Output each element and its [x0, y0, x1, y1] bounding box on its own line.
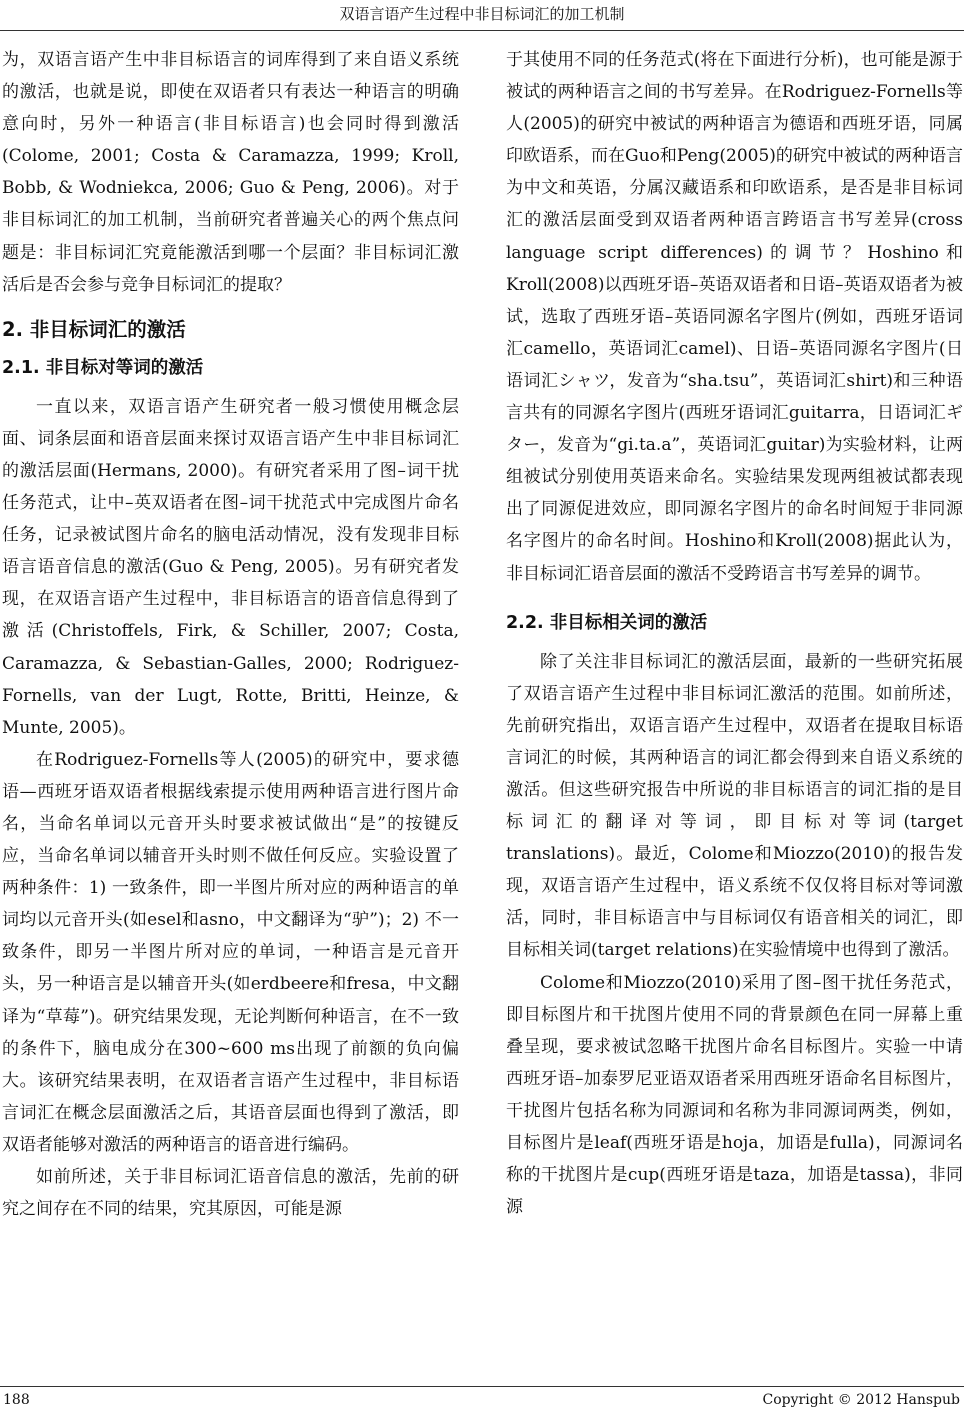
- paragraph: 为，双语言语产生中非目标语言的词库得到了来自语义系统的激活，也就是说，即使在双语者只有表达一种语言的明确意向时，另外一种语言(非目标语言)也会同时得到激活(Colome, 2001; Costa & Caramazza, 1999; Kroll, Bobb, & Wodniekca, 2006; Guo & Peng, 2006)。对于非目标词汇的加工机制，当前研究者普遍关心的两个焦点问题是：非目标词汇究竟能激活到哪一个层面？非目标词汇激活后是否会参与竞争目标词汇的提取？: [2, 50, 459, 295]
- section-heading: 2. 非目标词汇的激活: [2, 317, 186, 341]
- paragraph: Colome和Miozzo(2010)采用了图–图干扰任务范式，即目标图片和干扰图片使用不同的背景颜色在同一屏幕上重叠呈现，要求被试忽略干扰图片命名目标图片。实验一中请西班牙语–加泰罗尼亚语双语者采用西班牙语命名目标图片，干扰图片包括名称为同源词和名称为非同源词两类，例如，目标图片是leaf(西班牙语是hoja，加语是fulla)，同源词名称的干扰图片是cup(西班牙语是taza，加语是tassa)，非同源: [506, 972, 963, 1218]
- left-column: [2, 44, 459, 1225]
- paragraph: 如前所述，关于非目标词汇语音信息的激活，先前的研究之间存在不同的结果，究其原因，可能是源: [2, 1167, 459, 1220]
- footer-rule: [0, 1386, 964, 1387]
- subsection-heading: 2.2. 非目标相关词的激活: [506, 612, 708, 633]
- right-column: [506, 44, 963, 1223]
- paragraph: 于其使用不同的任务范式(将在下面进行分析)，也可能是源于被试的两种语言之间的书写差异。在Rodriguez-Fornells等人(2005)的研究中被试的两种语言为德语和西班牙语，同属印欧语系，而在Guo和Peng(2005)的研究中被试的两种语言为中文和英语，分属汉藏语系和印欧语系，是否是非目标词汇的激活层面受到双语者两种语言跨语言书写差异(cross language script differences)的调节？Hoshino和Kroll(2008)以西班牙语–英语双语者和日语–英语双语者为被试，选取了西班牙语–英语同源名字图片(例如，西班牙语词汇camello，英语词汇camel)、日语–英语同源名字图片(日语词汇シャツ，发音为“sha.tsu”，英语词汇shirt)和三种语言共有的同源名字图片(西班牙语词汇guitarra，日语词汇ギター，发音为“gi.ta.a”，英语词汇guitar)为实验材料，让两组被试分别使用英语来命名。实验结果发现两组被试都表现出了同源促进效应，即同源名字图片的命名时间短于非同源名字图片的命名时间。Hoshino和Kroll(2008)据此认为，非目标词汇语音层面的激活不受跨语言书写差异的调节。: [506, 50, 963, 584]
- copyright-notice: Copyright © 2012 Hanspub: [762, 1392, 960, 1408]
- paragraph: 一直以来，双语言语产生研究者一般习惯使用概念层面、词条层面和语音层面来探讨双语言语产生中非目标词汇的激活层面(Hermans, 2000)。有研究者采用了图–词干扰任务范式，让中–英双语者在图–词干扰范式中完成图片命名任务，记录被试图片命名的脑电活动情况，没有发现非目标语言语音信息的激活(Guo & Peng, 2005)。另有研究者发现，在双语言语产生过程中，非目标语言的语音信息得到了激活(Christoffels, Firk, & Schiller, 2007; Costa, Caramazza, & Sebastian-Galles, 2000; Rodriguez-Fornells, van der Lugt, Rotte, Britti, Heinze, & Munte, 2005)。: [2, 396, 459, 738]
- paragraph: 除了关注非目标词汇的激活层面，最新的一些研究拓展了双语言语产生过程中非目标词汇激活的范围。如前所述，先前研究指出，双语言语产生过程中，双语者在提取目标语言词汇的时候，其两种语言的词汇都会得到来自语义系统的激活。但这些研究报告中所说的非目标语言的词汇指的是目标词汇的翻译对等词，即目标对等词(target translations)。最近，Colome和Miozzo(2010)的报告发现，双语言语产生过程中，语义系统不仅仅将目标对等词激活，同时，非目标语言中与目标词仅有语音相关的词汇，即目标相关词(target relations)在实验情境中也得到了激活。: [506, 651, 963, 961]
- paragraph: 在Rodriguez-Fornells等人(2005)的研究中，要求德语—西班牙语双语者根据线索提示使用两种语言进行图片命名，当命名单词以元音开头时要求被试做出“是”的按键反应，当命名单词以辅音开头时则不做任何反应。实验设置了两种条件：1) 一致条件，即一半图片所对应的两种语言的单词均以元音开头(如esel和asno，中文翻译为“驴”)；2) 不一致条件，即另一半图片所对应的单词，一种语言是元音开头，另一种语言是以辅音开头(如erdbeere和fresa，中文翻译为“草莓”)。研究结果发现，无论判断何种语言，在不一致的条件下，脑电成分在300~600 ms出现了前额的负向偏大。该研究结果表明，在双语者言语产生过程中，非目标语言词汇在概念层面激活之后，其语音层面也得到了激活，即双语者能够对激活的两种语言的语音进行编码。: [2, 749, 459, 1155]
- header-rule: [0, 30, 964, 31]
- subsection-heading: 2.1. 非目标对等词的激活: [2, 357, 204, 378]
- running-header: 双语言语产生过程中非目标词汇的加工机制: [339, 5, 625, 23]
- page-number: 188: [3, 1392, 30, 1408]
